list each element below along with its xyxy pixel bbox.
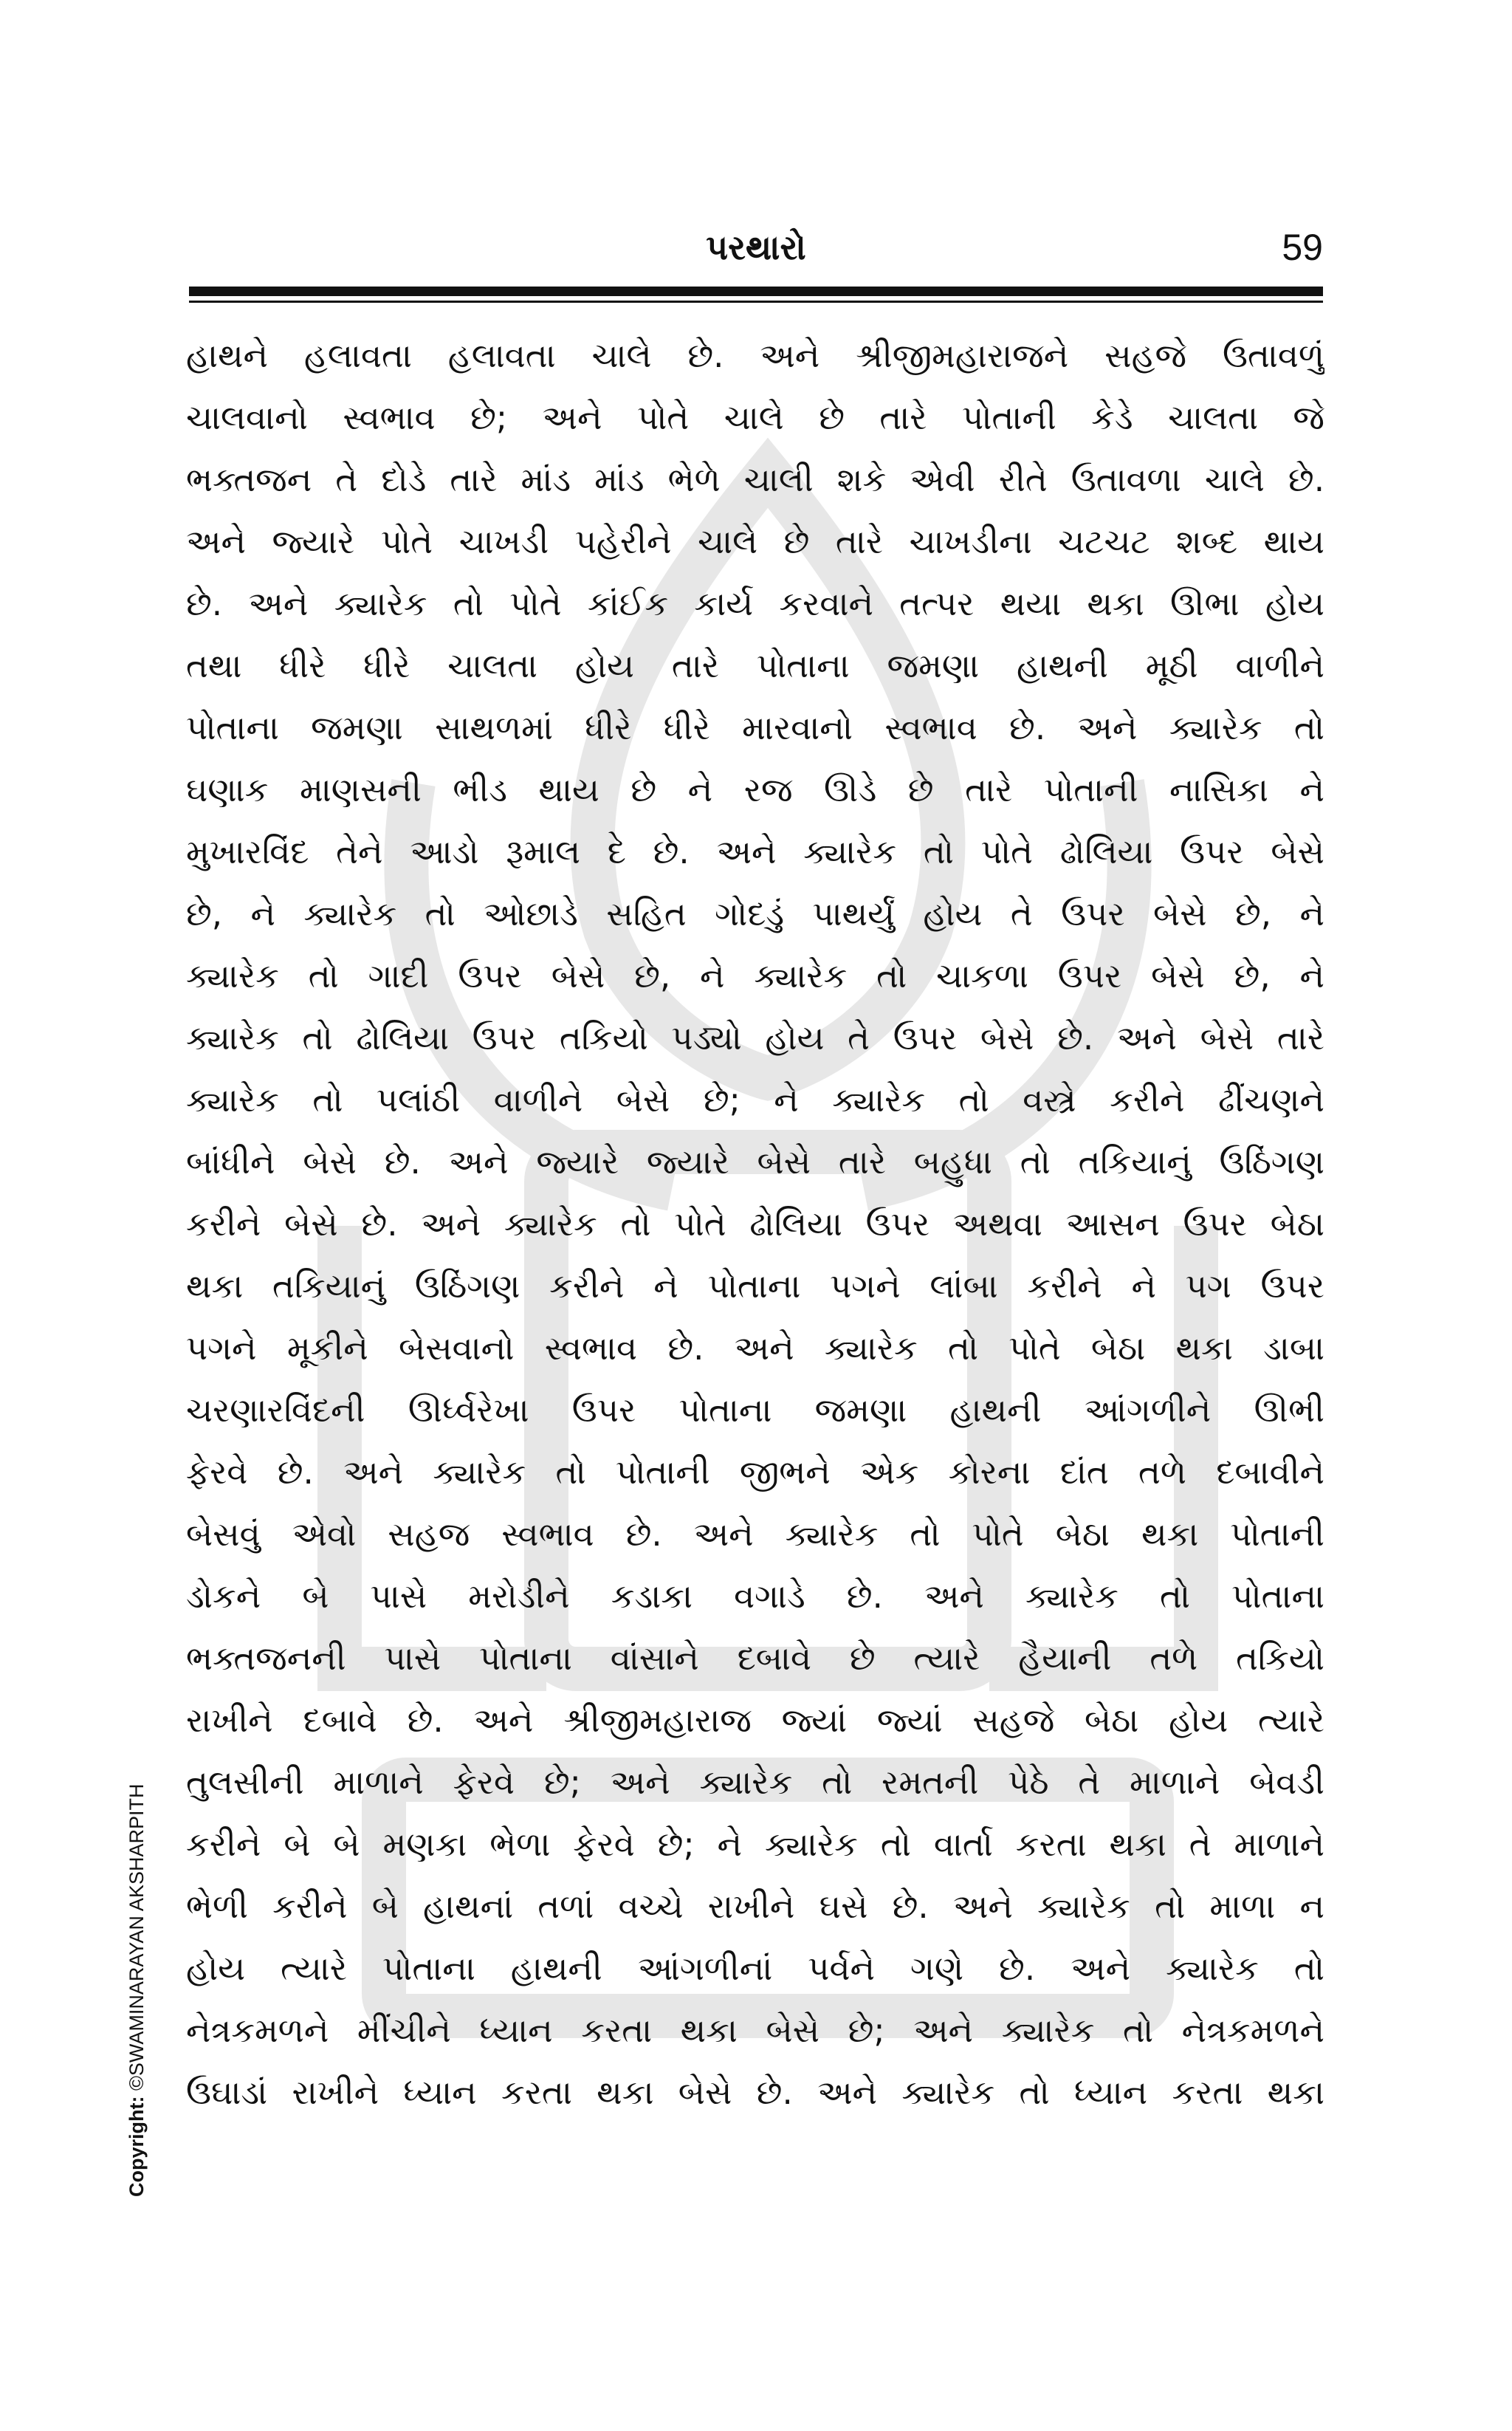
text-line: પગને મૂકીને બેસવાનો સ્વભાવ છે. અને ક્યારેક તો પોતે બેઠા થકા ડાબા [186, 1328, 1324, 1368]
text-line: ક્યારેક તો ગાદી ઉપર બેસે છે, ને ક્યારેક તો ચાકળા ઉપર બેસે છે, ને [186, 956, 1324, 995]
text-line: અને જ્યારે પોતે ચાખડી પહેરીને ચાલે છે તારે ચાખડીના ચટચટ શબ્દ થાય [186, 522, 1324, 561]
text-line: કરીને બે બે મણકા ભેળા ફેરવે છે; ને ક્યારેક તો વાર્તા કરતા થકા તે માળાને [186, 1825, 1324, 1864]
header-rule-thick [189, 287, 1323, 296]
text-line: ક્યારેક તો પલાંઠી વાળીને બેસે છે; ને ક્યારેક તો વસ્ત્રે કરીને ઢીંચણને [186, 1080, 1324, 1120]
text-line: ભેળી કરીને બે હાથનાં તળાં વચ્ચે રાખીને ઘસે છે. અને ક્યારેક તો માળા ન [186, 1887, 1324, 1926]
text-line: હાથને હલાવતા હલાવતા ચાલે છે. અને શ્રીજીમહારાજને સહજે ઉતાવળું [186, 336, 1324, 375]
text-line: પોતાના જમણા સાથળમાં ધીરે ધીરે મારવાનો સ્વભાવ છે. અને ક્યારેક તો [186, 708, 1324, 747]
text-line: થકા તકિયાનું ઉઠિંગણ કરીને ને પોતાના પગને લાંબા કરીને ને પગ ઉપર [186, 1266, 1324, 1306]
text-line: હોય ત્યારે પોતાના હાથની આંગળીનાં પર્વને ગણે છે. અને ક્યારેક તો [186, 1949, 1324, 1988]
text-line: તથા ધીરે ધીરે ચાલતા હોય તારે પોતાના જમણા હાથની મૂઠી વાળીને [186, 646, 1324, 685]
text-line: ભક્તજનની પાસે પોતાના વાંસાને દબાવે છે ત્યારે હૈયાની તળે તકિયો [186, 1639, 1324, 1678]
text-line: ભક્તજન તે દોડે તારે માંડ માંડ ભેળે ચાલી શકે એવી રીતે ઉતાવળા ચાલે છે. [186, 460, 1324, 499]
text-line: મુખારવિંદ તેને આડો રૂમાલ દે છે. અને ક્યારેક તો પોતે ઢોલિયા ઉપર બેસે [186, 832, 1324, 871]
text-line: તુલસીની માળાને ફેરવે છે; અને ક્યારેક તો રમતની પેઠે તે માળાને બેવડી [186, 1763, 1324, 1802]
text-line: રાખીને દબાવે છે. અને શ્રીજીમહારાજ જ્યાં જ્યાં સહજે બેઠા હોય ત્યારે [186, 1701, 1324, 1740]
body-text [186, 325, 1324, 2124]
text-line: ફેરવે છે. અને ક્યારેક તો પોતાની જીભને એક કોરના દાંત તળે દબાવીને [186, 1453, 1324, 1492]
copyright-notice [126, 1784, 148, 2197]
page-number: 59 [1282, 227, 1323, 268]
header-rule-thin [189, 301, 1323, 303]
text-line: ઉઘાડાં રાખીને ધ્યાન કરતા થકા બેસે છે. અને ક્યારેક તો ધ્યાન કરતા થકા [186, 2073, 1324, 2112]
text-line: ક્યારેક તો ઢોલિયા ઉપર તકિયો પડ્યો હોય તે ઉપર બેસે છે. અને બેસે તારે [186, 1018, 1324, 1057]
text-line: ઘણાક માણસની ભીડ થાય છે ને રજ ઊડે છે તારે પોતાની નાસિકા ને [186, 770, 1324, 809]
text-line: છે, ને ક્યારેક તો ઓછાડે સહિત ગોદડું પાથર્યું હોય તે ઉપર બેસે છે, ને [186, 894, 1324, 933]
text-line: બેસવું એવો સહજ સ્વભાવ છે. અને ક્યારેક તો પોતે બેઠા થકા પોતાની [186, 1515, 1324, 1554]
running-title: પરથારો [706, 227, 806, 267]
copyright-label: Copyright: [126, 2096, 148, 2197]
text-line: ચરણારવિંદની ઊર્ધ્વરેખા ઉપર પોતાના જમણા હાથની આંગળીને ઊભી [186, 1391, 1324, 1430]
text-line: કરીને બેસે છે. અને ક્યારેક તો પોતે ઢોલિયા ઉપર અથવા આસન ઉપર બેઠા [186, 1204, 1324, 1244]
text-line: નેત્રકમળને મીંચીને ધ્યાન કરતા થકા બેસે છે; અને ક્યારેક તો નેત્રકમળને [186, 2011, 1324, 2050]
text-line: બાંધીને બેસે છે. અને જ્યારે જ્યારે બેસે તારે બહુધા તો તકિયાનું ઉઠિંગણ [186, 1142, 1324, 1182]
text-line: ચાલવાનો સ્વભાવ છે; અને પોતે ચાલે છે તારે પોતાની કેડે ચાલતા જે [186, 398, 1324, 437]
text-line: છે. અને ક્યારેક તો પોતે કાંઈક કાર્ય કરવાને તત્પર થયા થકા ઊભા હોય [186, 584, 1324, 623]
copyright-holder: ©SWAMINARAYAN AKSHARPITH [126, 1783, 148, 2091]
text-line: ડોકને બે પાસે મરોડીને કડાકા વગાડે છે. અને ક્યારેક તો પોતાના [186, 1577, 1324, 1616]
